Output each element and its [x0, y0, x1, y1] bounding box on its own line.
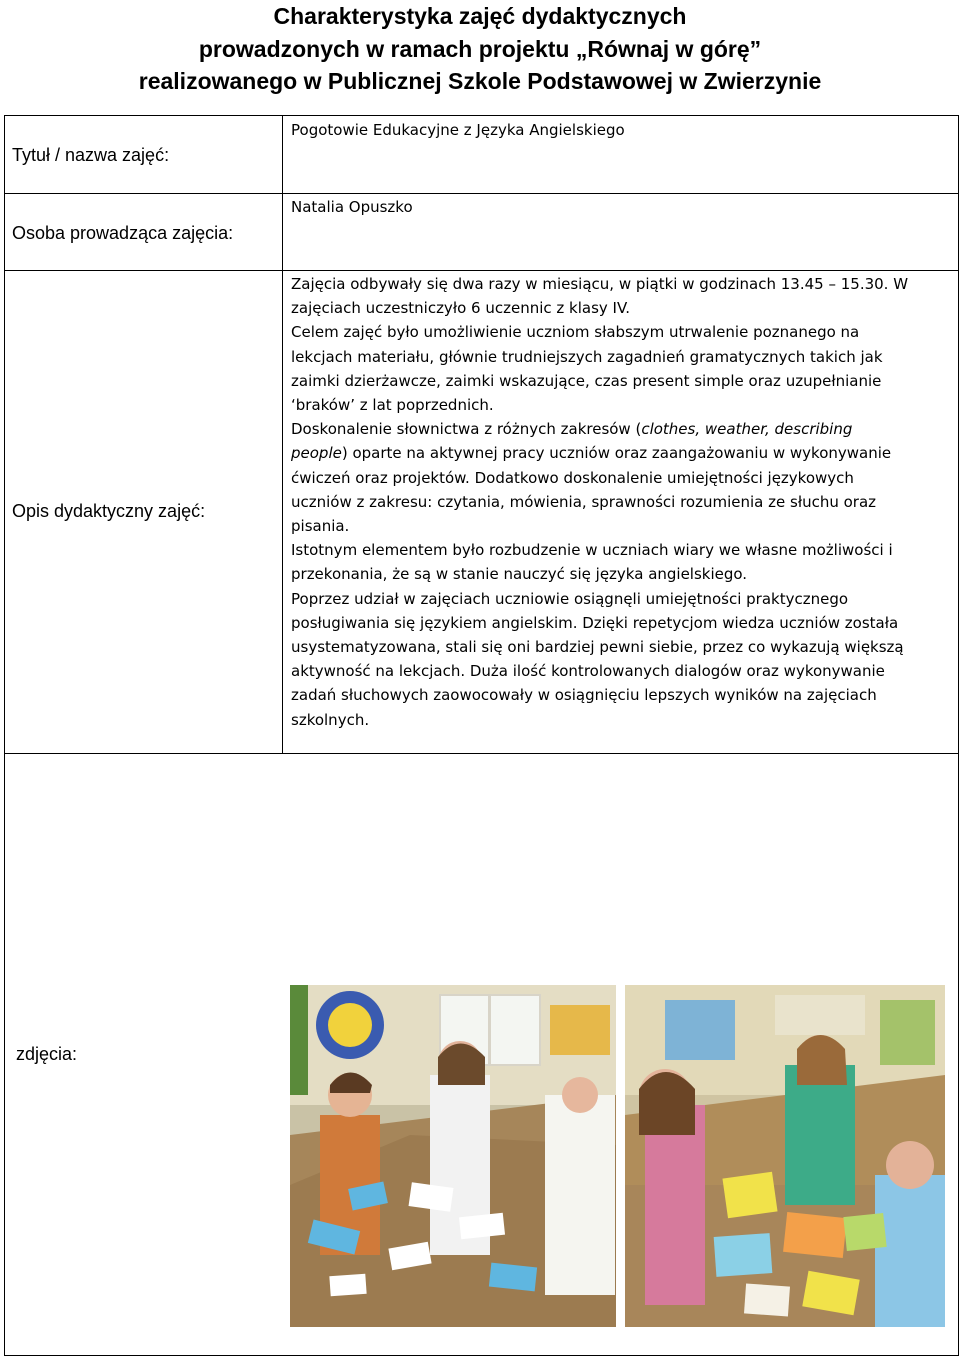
description-line: zajęciach uczestniczyło 6 uczennic z klasy IV. [291, 299, 631, 318]
description-line [291, 441, 931, 465]
description-italic: clothes, weather, describing [641, 420, 853, 439]
description-fragment: ) oparte na aktywnej pracy uczniów oraz zaangażowaniu w wykonywanie [341, 444, 892, 463]
description-text [291, 272, 931, 732]
title-line-1: Charakterystyka zajęć dydaktycznych [273, 3, 687, 29]
description-line: usystematyzowana, stali się oni bardziej pewni siebie, przez co wykazują większą [291, 638, 904, 657]
description-line: pisania. [291, 517, 350, 536]
table-border-top [4, 115, 959, 116]
description-line: posługiwania się językiem angielskim. Dzięki repetycjom wiedza uczniów została [291, 613, 899, 632]
description-fragment: Doskonalenie słownictwa z różnych zakresów ( [291, 420, 642, 439]
description-line: zaimki dzierżawcze, zaimki wskazujące, czas present simple oraz uzupełnianie [291, 371, 882, 390]
description-line: zadań słuchowych zaowocowały w osiągnięciu lepszych wyników na zajęciach [291, 686, 877, 705]
classroom-photo-2-image [625, 985, 945, 1327]
description-line: ćwiczeń oraz projektów. Dodatkowo doskonalenie umiejętności językowych [291, 468, 854, 487]
table-column-divider [282, 115, 283, 754]
teacher-label: Osoba prowadząca zajęcia: [12, 223, 234, 243]
description-line: ‘braków’ z lat poprzednich. [291, 396, 494, 415]
description-line: szkolnych. [291, 710, 370, 729]
title-line-2: prowadzonych w ramach projektu „Równaj w górę” [198, 35, 762, 62]
title-label: Tytuł / nazwa zajęć: [12, 145, 170, 165]
table-border-right [958, 115, 959, 1356]
description-line: Poprzez udział w zajęciach uczniowie osiągnęli umiejętności praktycznego [291, 589, 849, 608]
description-italic: people [291, 444, 342, 463]
photos-label: zdjęcia: [16, 1044, 78, 1064]
description-line: Zajęcia odbywały się dwa razy w miesiącu, w piątki w godzinach 13.45 – 15.30. W [291, 275, 909, 293]
table-border-left [4, 115, 5, 1356]
description-line: Istotnym elementem było rozbudzenie w uczniach wiary we własne możliwości i [291, 541, 893, 560]
teacher-value: Natalia Opuszko [291, 198, 413, 216]
table-row-divider-2 [4, 270, 959, 271]
description-line: lekcjach materiału, głównie trudniejszych zagadnień gramatycznych takich jak [291, 347, 883, 366]
description-line: przekonania, że są w stanie nauczyć się języka angielskiego. [291, 565, 748, 584]
description-line: aktywność na lekcjach. Duża ilość kontrolowanych dialogów oraz wykonywanie [291, 662, 885, 681]
document-title [0, 0, 960, 98]
table-row-divider-1 [4, 193, 959, 194]
title-line-3: realizowanego w Publicznej Szkole Podstawowej w Zwierzynie [138, 68, 822, 94]
description-line: Celem zajęć było umożliwienie uczniom słabszym utrwalenie poznanego na [291, 323, 860, 342]
classroom-photo-2 [625, 985, 945, 1327]
description-line: uczniów z zakresu: czytania, mówienia, sprawności rozumienia ze słuchu oraz [291, 492, 877, 511]
description-label: Opis dydaktyczny zajęć: [12, 501, 206, 521]
classroom-photo-1-image [290, 985, 616, 1327]
table-row-divider-3 [4, 753, 959, 754]
classroom-photo-1 [290, 985, 616, 1327]
table-border-bottom [4, 1355, 959, 1356]
description-line [291, 417, 931, 441]
title-value: Pogotowie Edukacyjne z Języka Angielskiego [291, 121, 625, 139]
